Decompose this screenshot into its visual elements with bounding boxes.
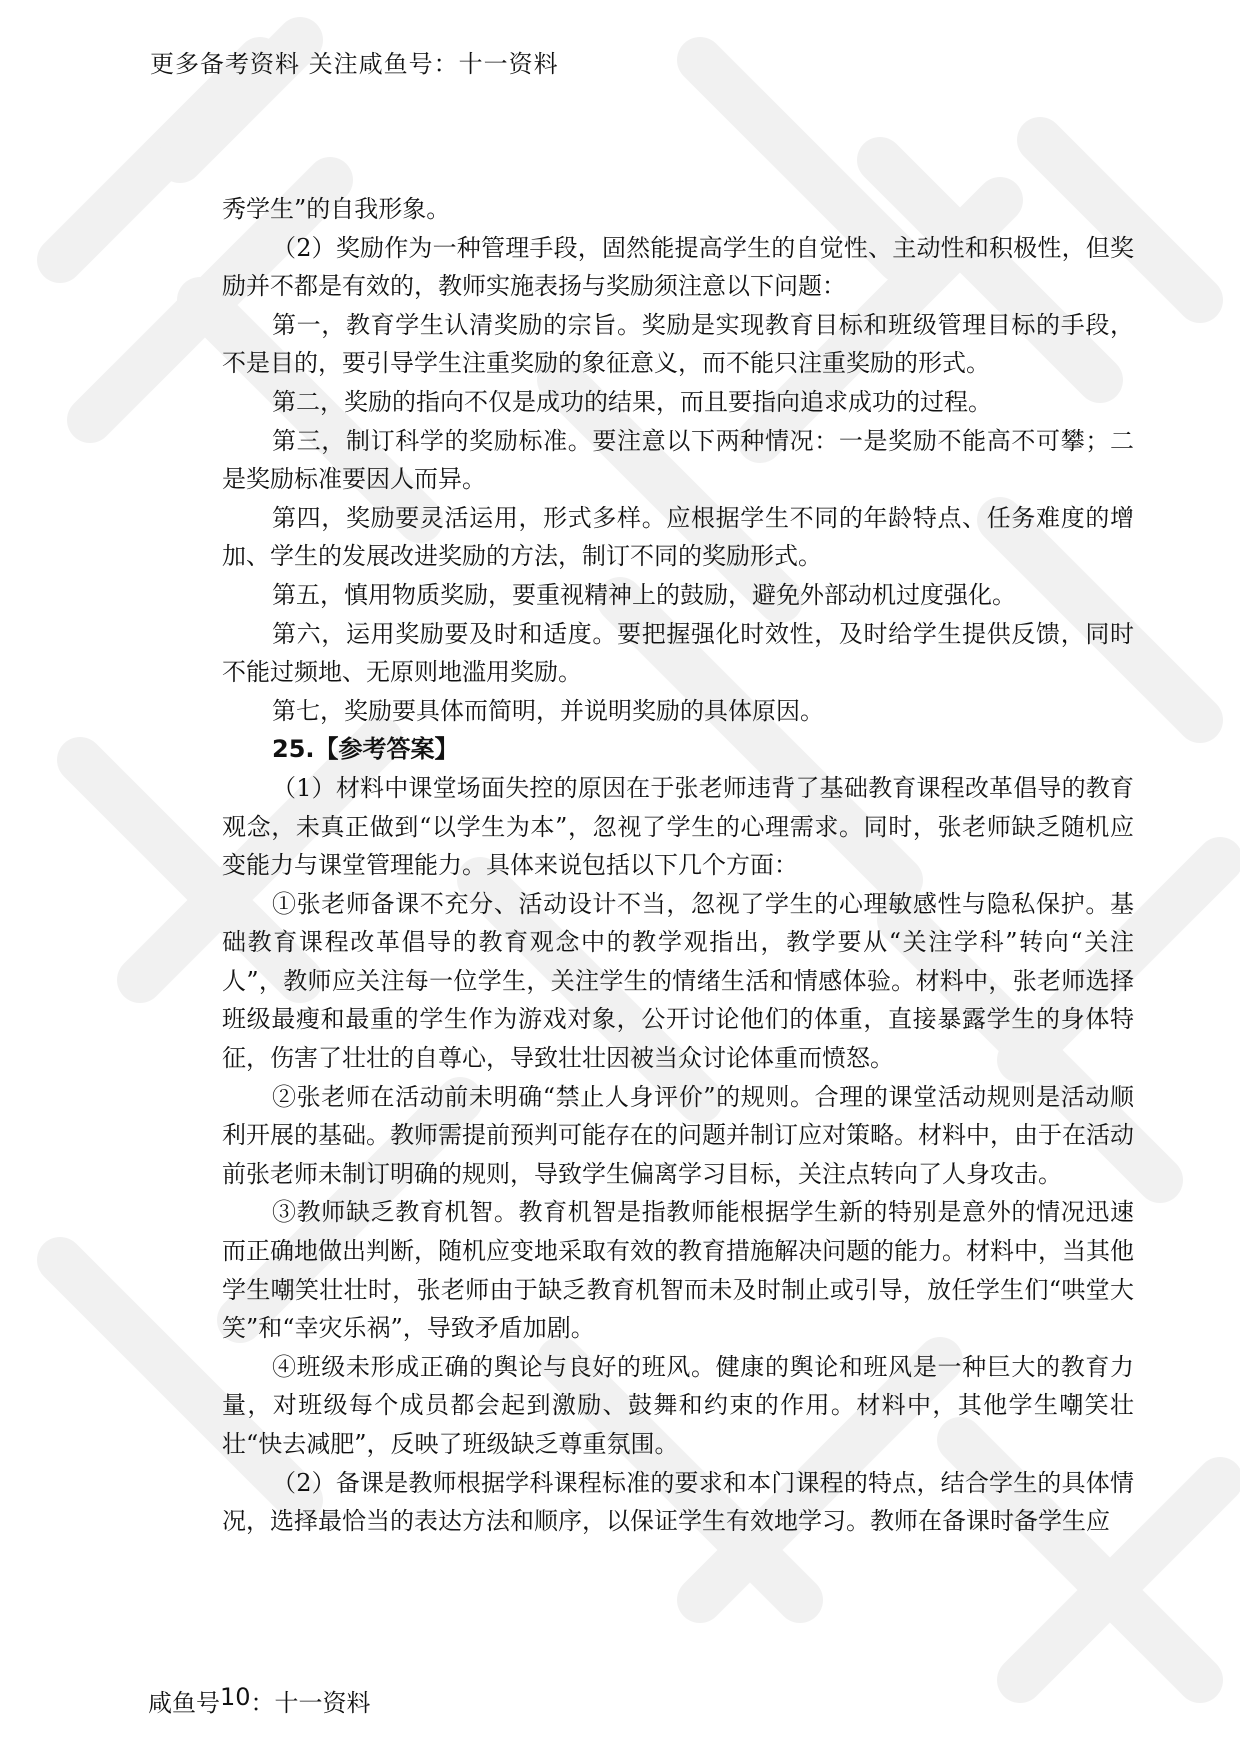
paragraph: ④班级未形成正确的舆论与良好的班风。健康的舆论和班风是一种巨大的教育力量，对班级每个成员都会起到激励、鼓舞和约束的作用。材料中，其他学生嘲笑壮壮“快去减肥”，反映了班级缺乏尊重氛围。 [222,1352,1134,1458]
paragraph: 秀学生”的自我形象。 [222,195,451,223]
paragraph: 第三，制订科学的奖励标准。要注意以下两种情况：一是奖励不能高不可攀；二是奖励标准要因人而异。 [222,426,1134,494]
page-header: 更多备考资料 关注咸鱼号：十一资料 [150,50,559,78]
paragraph: 第五，慎用物质奖励，要重视精神上的鼓励，避免外部动机过度强化。 [272,580,1016,609]
paragraph: 第一，教育学生认清奖励的宗旨。奖励是实现教育目标和班级管理目标的手段，不是目的，要引导学生注重奖励的象征意义，而不能只注重奖励的形式。 [222,310,1134,378]
footer-suffix: ：十一资料 [250,1689,371,1717]
paragraph: （1）材料中课堂场面失控的原因在于张老师违背了基础教育课程改革倡导的教育观念，未真正做到“以学生为本”，忽视了学生的心理需求。同时，张老师缺乏随机应变能力与课堂管理能力。具体来说包括以下几个方面： [222,773,1134,880]
answer-heading: 25.【参考答案】 [272,735,459,764]
paragraph: ①张老师备课不充分、活动设计不当，忽视了学生的心理敏感性与隐私保护。基础教育课程改革倡导的教育观念中的教学观指出，教学要从“关注学科”转向“关注人”，教师应关注每一位学生，关注学生的情绪生活和情感体验。材料中，张老师选择班级最瘦和最重的学生作为游戏对象，公开讨论他们的体重，直接暴露学生的身体特征，伤害了壮壮的自尊心，导致壮壮因被当众讨论体重而愤怒。 [222,889,1134,1073]
page-footer [148,1683,371,1718]
page-number: 10 [220,1683,251,1711]
paragraph: ③教师缺乏教育机智。教育机智是指教师能根据学生新的特别是意外的情况迅速而正确地做出判断，随机应变地采取有效的教育措施解决问题的能力。材料中，当其他学生嘲笑壮壮时，张老师由于缺乏教育机智而未及时制止或引导，放任学生们“哄堂大笑”和“幸灾乐祸”，导致矛盾加剧。 [222,1198,1134,1343]
document-body [222,190,1134,1541]
paragraph: （2）备课是教师根据学科课程标准的要求和本门课程的特点，结合学生的具体情况，选择最恰当的表达方法和顺序，以保证学生有效地学习。教师在备课时备学生应 [222,1468,1134,1536]
paragraph: （2）奖励作为一种管理手段，固然能提高学生的自觉性、主动性和积极性，但奖励并不都是有效的，教师实施表扬与奖励须注意以下问题： [222,233,1134,301]
paragraph: 第六，运用奖励要及时和适度。要把握强化时效性，及时给学生提供反馈，同时不能过频地、无原则地滥用奖励。 [222,619,1134,687]
paragraph: ②张老师在活动前未明确“禁止人身评价”的规则。合理的课堂活动规则是活动顺利开展的基础。教师需提前预判可能存在的问题并制订应对策略。材料中，由于在活动前张老师未制订明确的规则，导致学生偏离学习目标，关注点转向了人身攻击。 [222,1082,1134,1188]
paragraph: 第二，奖励的指向不仅是成功的结果，而且要指向追求成功的过程。 [272,387,992,416]
paragraph: 第四，奖励要灵活运用，形式多样。应根据学生不同的年龄特点、任务难度的增加、学生的发展改进奖励的方法，制订不同的奖励形式。 [222,503,1134,571]
paragraph: 第七，奖励要具体而简明，并说明奖励的具体原因。 [272,696,824,725]
footer-prefix: 咸鱼号 [148,1689,220,1717]
